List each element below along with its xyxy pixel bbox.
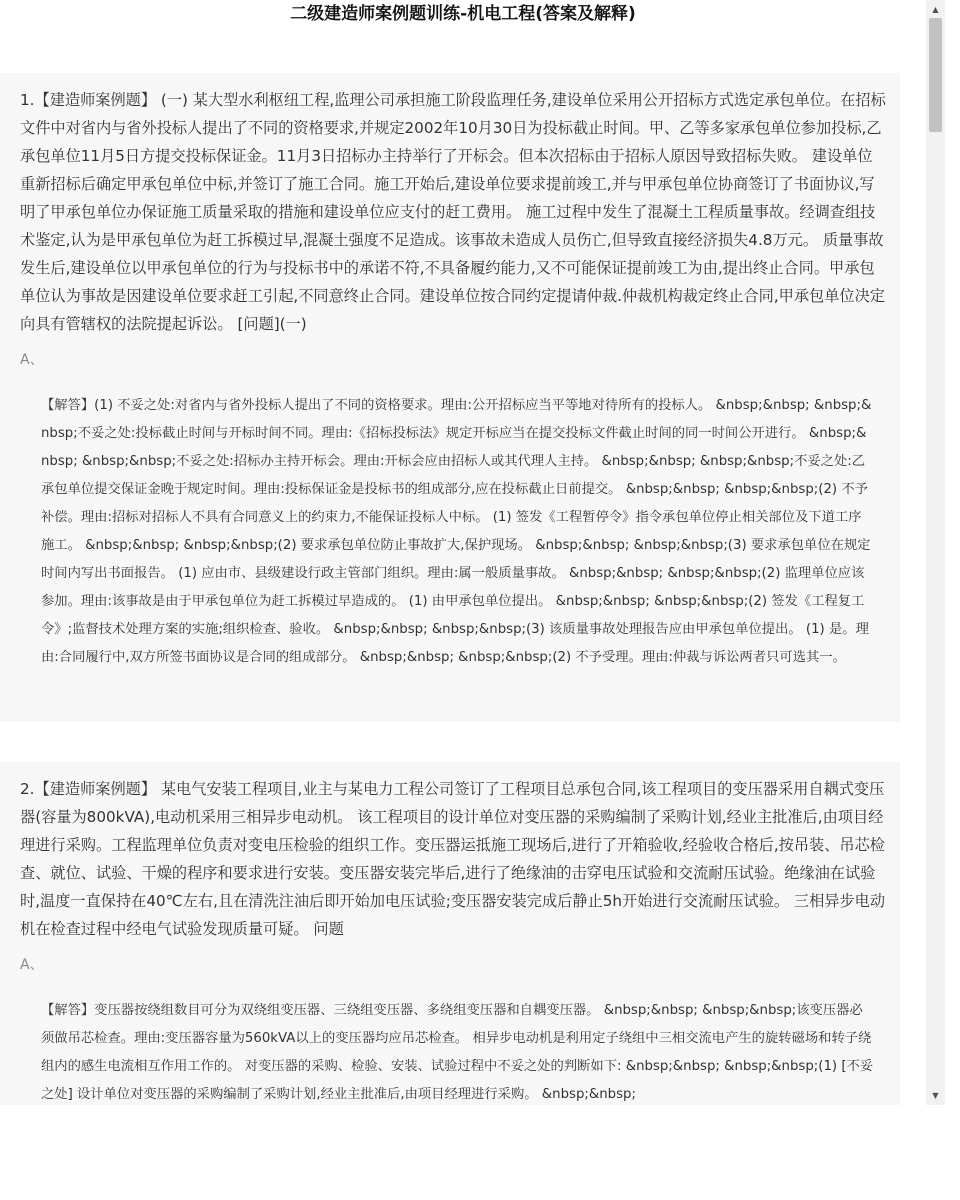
answer-option-label: A、 [20, 957, 44, 973]
question-number: 2. [20, 780, 35, 798]
question-text [20, 775, 886, 943]
vertical-scrollbar[interactable] [926, 0, 945, 1105]
answer-explanation: 【解答】变压器按绕组数目可分为双绕组变压器、三绕组变压器、多绕组变压器和自耦变压器。 &nbsp;&nbsp; &nbsp;&nbsp;该变压器必须做吊芯检查。理由:变压器容量为560kVA以上的变压器均应吊芯检查。 相异步电动机是利用定子绕组中三相交流电产生的旋转磁场和转子绕组内的感生电流相互作用工作的。 对变压器的采购、检验、安装、试验过程中不妥之处的判断如下: &nbsp;&nbsp; &nbsp;&nbsp;(1) [不妥之处] 设计单位对变压器的采购编制了采购计划,经业主批准后,由项目经理进行采购。 &nbsp;&nbsp; [41, 1003, 874, 1102]
question-card [0, 73, 900, 722]
page-title: 二级建造师案例题训练-机电工程(答案及解释) [290, 4, 636, 24]
answer-explanation: 【解答】(1) 不妥之处:对省内与省外投标人提出了不同的资格要求。理由:公开招标应当平等地对待所有的投标人。 &nbsp;&nbsp; &nbsp;&nbsp;不妥之处:投标截止时间与开标时间不同。理由:《招标投标法》规定开标应当在提交投标文件截止时间的同一时间公开进行。 &nbsp;&nbsp; &nbsp;&nbsp;不妥之处:招标办主持开标会。理由:开标会应由招标人或其代理人主持。 &nbsp;&nbsp; &nbsp;&nbsp;不妥之处:乙承包单位提交保证金晚于规定时间。理由:投标保证金是投标书的组成部分,应在投标截止日前提交。 &nbsp;&nbsp; &nbsp;&nbsp;(2) 不予补偿。理由:招标对招标人不具有合同意义上的约束力,不能保证投标人中标。 (1) 签发《工程暂停令》指令承包单位停止相关部位及下道工序施工。 &nbsp;&nbsp; &nbsp;&nbsp;(2) 要求承包单位防止事故扩大,保护现场。 &nbsp;&nbsp; &nbsp;&nbsp;(3) 要求承包单位在规定时间内写出书面报告。 (1) 应由市、县级建设行政主管部门组织。理由:属一般质量事故。 &nbsp;&nbsp; &nbsp;&nbsp;(2) 监理单位应该参加。理由:该事故是由于甲承包单位为赶工拆模过早造成的。 (1) 由甲承包单位提出。 &nbsp;&nbsp; &nbsp;&nbsp;(2) 签发《工程复工令》;监督技术处理方案的实施;组织检查、验收。 &nbsp;&nbsp; &nbsp;&nbsp;(3) 该质量事故处理报告应由甲承包单位提出。 (1) 是。理由:合同履行中,双方所签书面协议是合同的组成部分。 &nbsp;&nbsp; &nbsp;&nbsp;(2) 不予受理。理由:仲裁与诉讼两者只可选其一。 [41, 398, 872, 665]
question-card [0, 762, 900, 1105]
question-number: 1. [20, 91, 35, 109]
scroll-down-icon[interactable]: ▼ [932, 1091, 939, 1100]
scroll-up-icon[interactable]: ▲ [932, 5, 939, 14]
question-text [20, 86, 886, 338]
question-body: 【建造师案例题】 某电气安装工程项目,业主与某电力工程公司签订了工程项目总承包合同,该工程项目的变压器采用自耦式变压器(容量为800kVA),电动机采用三相异步电动机。 该工程项目的设计单位对变压器的采购编制了采购计划,经业主批准后,由项目经理进行采购。工程监理单位负责对变电压检验的组织工作。变压器运抵施工现场后,进行了开箱验收,经验收合格后,按吊装、吊芯检查、就位、试验、干燥的程序和要求进行安装。变压器安装完毕后,进行了绝缘油的击穿电压试验和交流耐压试验。绝缘油在试验时,温度一直保持在40℃左右,且在清洗注油后即开始加电压试验;变压器安装完成后静止5h开始进行交流耐压试验。 三相异步电动机在检查过程中经电气试验发现质量可疑。 问题 [20, 780, 886, 938]
answer-option-label: A、 [20, 352, 44, 368]
question-body: 【建造师案例题】 (一) 某大型水利枢纽工程,监理公司承担施工阶段监理任务,建设单位采用公开招标方式选定承包单位。在招标文件中对省内与省外投标人提出了不同的资格要求,并规定2002年10月30日为投标截止时间。甲、乙等多家承包单位参加投标,乙承包单位11月5日方提交投标保证金。11月3日招标办主持举行了开标会。但本次招标由于招标人原因导致招标失败。 建设单位重新招标后确定甲承包单位中标,并签订了施工合同。施工开始后,建设单位要求提前竣工,并与甲承包单位协商签订了书面协议,写明了甲承包单位办保证施工质量采取的措施和建设单位应支付的赶工费用。 施工过程中发生了混凝土工程质量事故。经调查组技术鉴定,认为是甲承包单位为赶工拆模过早,混凝土强度不足造成。该事故未造成人员伤亡,但导致直接经济损失4.8万元。 质量事故发生后,建设单位以甲承包单位的行为与投标书中的承诺不符,不具备履约能力,又不可能保证提前竣工为由,提出终止合同。甲承包单位认为事故是因建设单位要求赶工引起,不同意终止合同。建设单位按合同约定提请仲裁.仲裁机构裁定终止合同,甲承包单位决定向具有管辖权的法院提起诉讼。 [问题](一) [20, 91, 886, 333]
scroll-thumb[interactable] [929, 18, 942, 132]
